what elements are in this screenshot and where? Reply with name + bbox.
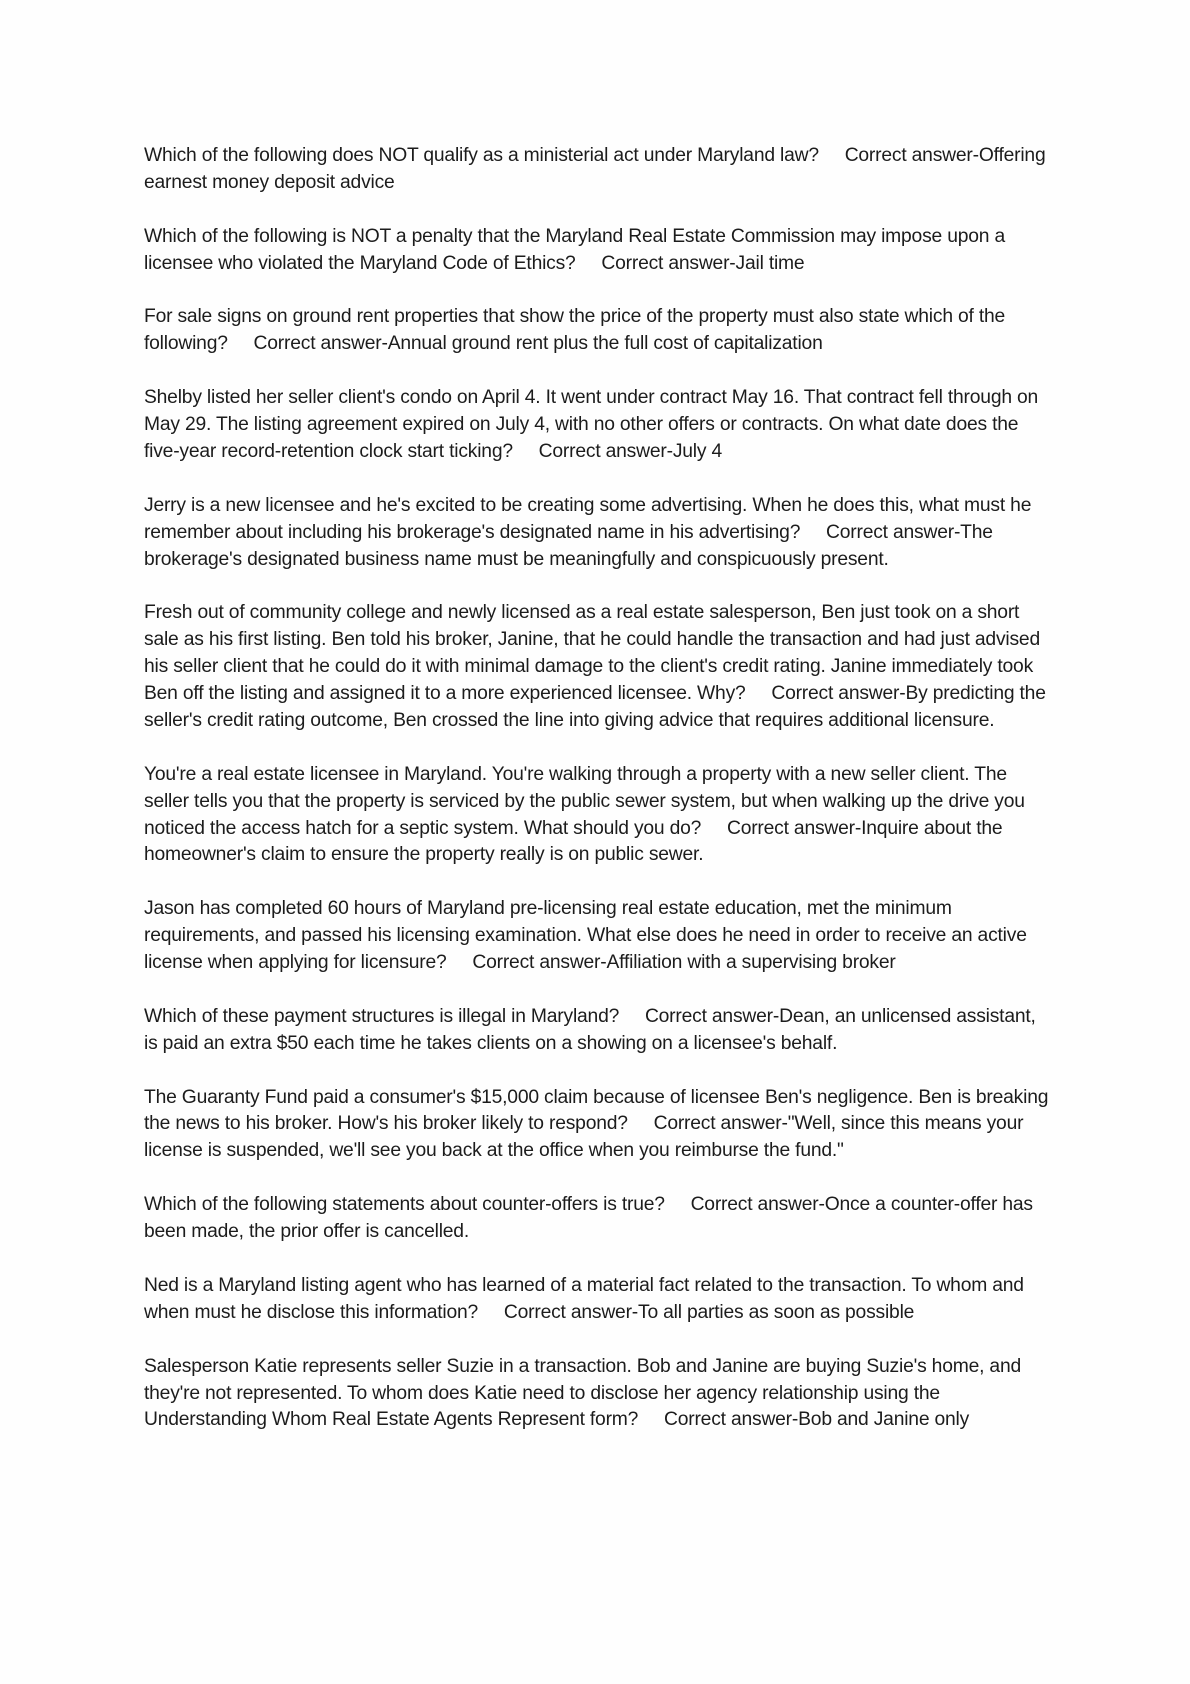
qa-item: [144, 304, 1049, 358]
answer-text: Jail time: [735, 252, 805, 274]
answer-prefix: Correct answer-: [538, 440, 673, 462]
question-text: Jerry is a new licensee and he's excited to be creating some advertising. When he does this, what must he remember about including his brokerage's designated name in his advertising?: [144, 494, 1037, 543]
question-text: Which of these payment structures is illegal in Maryland?: [144, 1005, 620, 1027]
answer-prefix: Correct answer-: [771, 683, 906, 705]
question-text: The Guaranty Fund paid a consumer's $15,000 claim because of licensee Ben's negligence. Ben is breaking the news to his broker. How's his broker likely to respond?: [144, 1086, 1054, 1135]
answer-text: Offering earnest money deposit advice: [144, 145, 1051, 193]
answer-prefix: Correct answer-: [472, 952, 607, 974]
qa-item: [144, 762, 1049, 870]
answer-text: "Well, since this means your license is suspended, we'll see you back at the office when you reimburse the fund.": [144, 1113, 1029, 1162]
answer-prefix: Correct answer-: [690, 1194, 825, 1216]
answer-text: Inquire about the homeowner's claim to ensure the property really is on public sewer.: [144, 817, 1008, 866]
answer-prefix: Correct answer-: [644, 1005, 780, 1027]
question-text: You're a real estate licensee in Maryland. You're walking through a property with a new seller client. The seller tells you that the property is serviced by the public sewer system, but when walking up the drive you noticed the access hatch for a septic system. What should you do?: [144, 763, 1030, 839]
answer-prefix: Correct answer-: [844, 145, 979, 166]
answer-text: The brokerage's designated business name must be meaningfully and conspicuously present.: [144, 521, 998, 570]
qa-item: [144, 896, 1049, 977]
answer-text: Dean, an unlicensed assistant, is paid an extra $50 each time he takes clients on a showing on a licensee's behalf.: [144, 1005, 1041, 1054]
answer-prefix: Correct answer-: [253, 333, 388, 355]
answer-text: Affiliation with a supervising broker: [606, 952, 896, 974]
qa-item: [144, 1354, 1049, 1435]
question-text: Jason has completed 60 hours of Maryland pre-licensing real estate education, met the minimum requirements, and passed his licensing examination. What else does he need in order to receive an active license when applying for licensure?: [144, 898, 1032, 974]
answer-text: Once a counter-offer has been made, the prior offer is cancelled.: [144, 1194, 1039, 1243]
qa-item: [144, 493, 1049, 574]
question-text: Which of the following is NOT a penalty that the Maryland Real Estate Commission may impose upon a licensee who violated the Maryland Code of Ethics?: [144, 225, 1011, 274]
answer-prefix: Correct answer-: [663, 1409, 799, 1431]
qa-item: [144, 143, 1049, 197]
qa-list: [144, 143, 1054, 1461]
answer-text: July 4: [672, 440, 722, 462]
qa-item: [144, 1192, 1049, 1246]
question-text: Which of the following statements about counter-offers is true?: [144, 1194, 665, 1216]
answer-text: To all parties as soon as possible: [638, 1301, 915, 1323]
question-text: Ned is a Maryland listing agent who has learned of a material fact related to the transaction. To whom and when must he disclose this information?: [144, 1274, 1029, 1323]
qa-item: [144, 1273, 1049, 1327]
answer-text: Annual ground rent plus the full cost of capitalization: [387, 333, 823, 355]
qa-item: [144, 1004, 1049, 1058]
answer-text: Bob and Janine only: [798, 1409, 970, 1431]
answer-prefix: Correct answer-: [826, 521, 961, 543]
qa-item: [144, 600, 1049, 735]
qa-item: [144, 385, 1049, 466]
answer-text: By predicting the seller's credit rating outcome, Ben crossed the line into giving advice that requires additional licensure.: [144, 683, 1051, 731]
qa-item: [144, 224, 1049, 278]
question-text: For sale signs on ground rent properties that show the price of the property must also state which of the following?: [144, 306, 1011, 355]
question-text: Shelby listed her seller client's condo on April 4. It went under contract May 16. That contract fell through on May 29. The listing agreement expired on July 4, with no other offers or contracts. On what date does the five-year record-retention clock start ticking?: [144, 387, 1044, 462]
answer-prefix: Correct answer-: [503, 1301, 639, 1323]
qa-item: [144, 1085, 1054, 1166]
answer-prefix: Correct answer-: [726, 817, 862, 839]
answer-prefix: Correct answer-: [653, 1113, 788, 1135]
question-text: Fresh out of community college and newly licensed as a real estate salesperson, Ben just took on a short sale as his first listing. Ben told his broker, Janine, that he could handle the transaction and had just advised his seller client that he could do it with minimal damage to the client's credit rating. Janine immediately took Ben off the listing and assigned it to a more experienced licensee. Why?: [144, 602, 1046, 705]
question-text: Which of the following does NOT qualify as a ministerial act under Maryland law?: [144, 145, 819, 166]
question-text: Salesperson Katie represents seller Suzie in a transaction. Bob and Janine are buying Suzie's home, and they're not represented. To whom does Katie need to disclose her agency relationship using the Understanding Whom Real Estate Agents Represent form?: [144, 1355, 1027, 1431]
answer-prefix: Correct answer-: [601, 252, 736, 274]
